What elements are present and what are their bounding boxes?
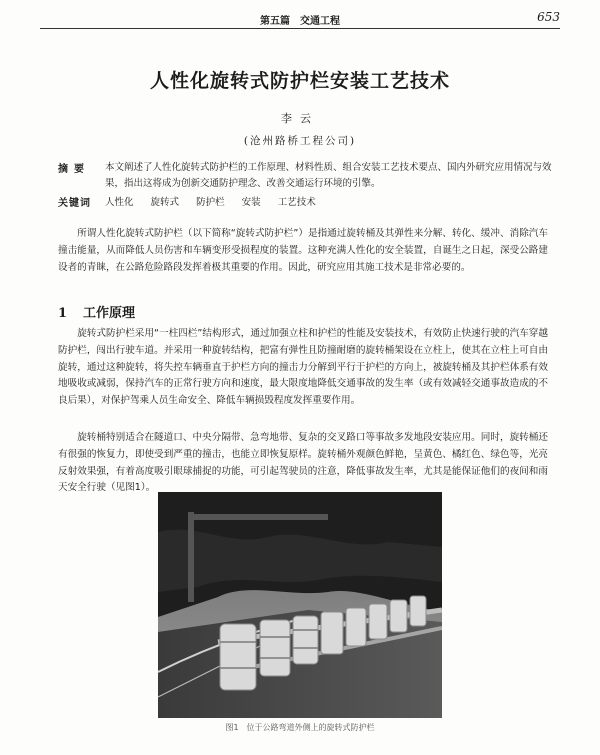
keywords-label: 关键词 bbox=[58, 198, 91, 209]
guardrail-photo-illustration bbox=[158, 492, 442, 718]
section-heading bbox=[58, 302, 135, 321]
section-heading-text: 工作原理 bbox=[83, 306, 136, 321]
abstract-label: 摘要 bbox=[58, 164, 90, 175]
keywords-list bbox=[105, 194, 330, 208]
abstract-text: 本文阐述了人性化旋转式防护栏的工作原理、材料性质、组合安装工艺技术要点、国内外研究应用情况与效果，指出这将成为创新交通防护理念、改善交通运行环境的引擎。 bbox=[105, 162, 552, 189]
figure-caption: 图1 位于公路弯道外侧上的旋转式防护栏 bbox=[225, 723, 375, 732]
running-header bbox=[40, 6, 560, 29]
keyword: 工艺技术 bbox=[277, 197, 316, 208]
keyword: 旋转式 bbox=[150, 197, 180, 208]
article-title: 人性化旋转式防护栏安装工艺技术 bbox=[149, 70, 450, 92]
keyword: 防护栏 bbox=[196, 197, 225, 208]
body-paragraph: 旋转桶特别适合在隧道口、中央分隔带、急弯地带、复杂的交叉路口等事故多发地段安装应用。同时，旋转桶还有很强的恢复力，即使受到严重的撞击，也能立即恢复原样。旋转桶外观颜色鲜艳，呈黄色、橘红色、绿色等，光亮反射效果强，有着高度吸引眼球捕捉的功能，可引起驾驶员的注意，降低事故发生率，尤其是能保证他们的夜间和雨天安全行驶（见图1）。 bbox=[58, 432, 548, 494]
section-title: 第五篇 交通工程 bbox=[260, 16, 340, 27]
intro-paragraph: 所谓人性化旋转式防护栏（以下简称“旋转式防护栏”）是指通过旋转桶及其弹性来分解、转化、缓冲、消除汽车撞击能量，从而降低人员伤害和车辆变形受损程度的装置。这种充满人性化的安全装置，自诞生之日起，深受公路建设者的青睐，在公路危险路段发挥着极其重要的作用。因此，研究应用其施工技术是非常必要的。 bbox=[58, 228, 548, 273]
keyword: 安装 bbox=[241, 197, 261, 208]
section-number: 1 bbox=[58, 306, 68, 321]
page-number: 653 bbox=[537, 10, 560, 24]
author-affiliation: (沧州路桥工程公司) bbox=[243, 135, 357, 147]
author-name: 李云 bbox=[281, 112, 319, 125]
keyword: 人性化 bbox=[105, 197, 134, 208]
figure-photo bbox=[158, 492, 442, 718]
body-paragraph: 旋转式防护栏采用“一柱四栏”结构形式，通过加强立柱和护栏的性能及安装技术，有效防止快速行驶的汽车穿越防护栏，闯出行驶车道。并采用一种旋转结构，把富有弹性且防撞耐磨的旋转桶架设在立柱上，使其在立柱上可自由旋转，通过这种旋转，将失控车辆垂直于护栏方向的撞击力分解到平行于护栏的方向上，被旋转桶及其护栏体系有效地吸收或减弱，保持汽车的正常行驶方向和速度，最大限度地降低交通事故的发生率（或有效减轻交通事故造成的不良后果），对保护驾乘人员生命安全、降低车辆损毁程度发挥重要作用。 bbox=[58, 328, 548, 407]
